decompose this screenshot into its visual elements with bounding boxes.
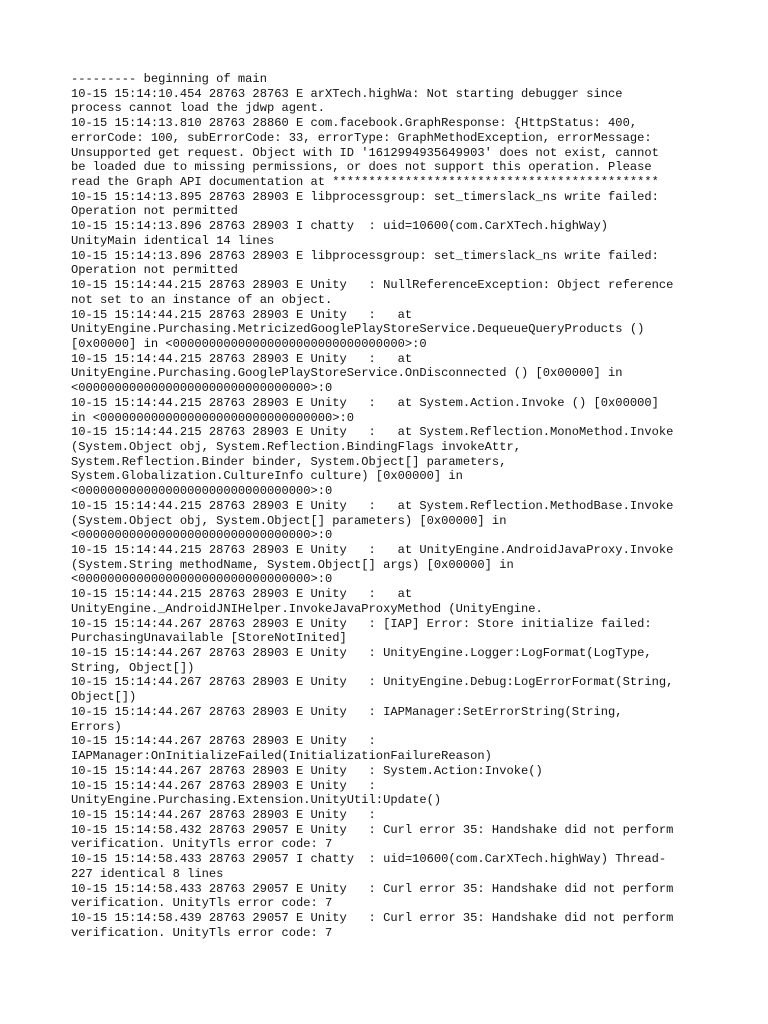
log-line: 227 identical 8 lines bbox=[71, 866, 224, 881]
log-line: IAPManager:OnInitializeFailed(InitializationFailureReason) bbox=[71, 749, 492, 764]
log-line: UnityEngine.Purchasing.Extension.UnityUtil:Update() bbox=[71, 793, 442, 808]
log-line: (System.Object obj, System.Reflection.BindingFlags invokeAttr, bbox=[71, 439, 521, 454]
log-line: <00000000000000000000000000000000>:0 bbox=[71, 528, 333, 543]
log-line: <00000000000000000000000000000000>:0 bbox=[71, 572, 333, 587]
log-line: verification. UnityTls error code: 7 bbox=[71, 896, 333, 911]
log-line: 10-15 15:14:44.267 28763 28903 E Unity : System.Action:Invoke() bbox=[71, 763, 543, 778]
log-line: 10-15 15:14:44.215 28763 28903 E Unity : at bbox=[71, 351, 413, 366]
log-line: 10-15 15:14:44.267 28763 28903 E Unity : UnityEngine.Debug:LogErrorFormat(String, bbox=[71, 675, 674, 690]
log-line: --------- beginning of main bbox=[71, 72, 267, 86]
log-line: Unsupported get request. Object with ID '1612994935649903' does not exist, cannot bbox=[71, 145, 659, 160]
log-line: verification. UnityTls error code: 7 bbox=[71, 925, 333, 940]
log-line: 10-15 15:14:44.267 28763 28903 E Unity : bbox=[71, 734, 376, 749]
log-line: String, Object[]) bbox=[71, 660, 195, 675]
log-line: process cannot load the jdwp agent. bbox=[71, 101, 326, 116]
log-line: <00000000000000000000000000000000>:0 bbox=[71, 484, 333, 499]
log-line: not set to an instance of an object. bbox=[71, 292, 333, 307]
log-line: 10-15 15:14:44.215 28763 28903 E Unity : at System.Reflection.MethodBase.Invoke bbox=[71, 498, 674, 513]
log-line: PurchasingUnavailable [StoreNotInited] bbox=[71, 631, 347, 646]
log-line: 10-15 15:14:44.267 28763 28903 E Unity : UnityEngine.Logger:LogFormat(LogType, bbox=[71, 646, 652, 661]
log-line: 10-15 15:14:58.432 28763 29057 E Unity : Curl error 35: Handshake did not perform bbox=[71, 822, 674, 837]
log-line: 10-15 15:14:10.454 28763 28763 E arXTech.highWa: Not starting debugger since bbox=[71, 86, 623, 101]
log-line: 10-15 15:14:58.433 28763 29057 E Unity : Curl error 35: Handshake did not perform bbox=[71, 881, 674, 896]
log-line: UnityEngine._AndroidJNIHelper.InvokeJavaProxyMethod (UnityEngine. bbox=[71, 601, 543, 616]
log-line: UnityEngine.Purchasing.MetricizedGooglePlayStoreService.DequeueQueryProducts () bbox=[71, 322, 645, 337]
log-line: Errors) bbox=[71, 719, 122, 734]
log-line: 10-15 15:14:44.267 28763 28903 E Unity : IAPManager:SetErrorString(String, bbox=[71, 704, 623, 719]
log-line: 10-15 15:14:44.215 28763 28903 E Unity : at UnityEngine.AndroidJavaProxy.Invoke bbox=[71, 543, 674, 557]
log-line: Object[]) bbox=[71, 690, 137, 705]
log-line: 10-15 15:14:44.215 28763 28903 E Unity : at bbox=[71, 307, 413, 322]
log-line: (System.Object obj, System.Object[] parameters) [0x00000] in bbox=[71, 513, 507, 528]
log-line: System.Reflection.Binder binder, System.Object[] parameters, bbox=[71, 454, 507, 469]
log-line: 10-15 15:14:13.896 28763 28903 E libprocessgroup: set_timerslack_ns write failed: bbox=[71, 248, 659, 263]
log-line: UnityEngine.Purchasing.GooglePlayStoreService.OnDisconnected () [0x00000] in bbox=[71, 366, 623, 381]
log-line: 10-15 15:14:44.267 28763 28903 E Unity : bbox=[71, 807, 376, 822]
log-line: 10-15 15:14:13.896 28763 28903 I chatty : uid=10600(com.CarXTech.highWay) bbox=[71, 219, 609, 234]
log-line: System.Globalization.CultureInfo culture) [0x00000] in bbox=[71, 469, 463, 484]
log-line: 10-15 15:14:44.215 28763 28903 E Unity : at System.Reflection.MonoMethod.Invoke bbox=[71, 425, 674, 440]
log-line: (System.String methodName, System.Object[] args) [0x00000] in bbox=[71, 557, 514, 572]
log-line: 10-15 15:14:13.895 28763 28903 E libprocessgroup: set_timerslack_ns write failed: bbox=[71, 189, 659, 204]
log-line: be loaded due to missing permissions, or does not support this operation. Please bbox=[71, 160, 652, 175]
log-line: Operation not permitted bbox=[71, 204, 238, 219]
log-line: read the Graph API documentation at ********************************************* bbox=[71, 175, 659, 190]
log-line: Operation not permitted bbox=[71, 263, 238, 278]
log-line: verification. UnityTls error code: 7 bbox=[71, 837, 333, 852]
log-line: in <00000000000000000000000000000000>:0 bbox=[71, 410, 355, 425]
log-line: errorCode: 100, subErrorCode: 33, errorType: GraphMethodException, errorMessage: bbox=[71, 130, 652, 145]
log-line: 10-15 15:14:44.267 28763 28903 E Unity : bbox=[71, 778, 376, 793]
logcat-output bbox=[71, 72, 731, 940]
log-line: [0x00000] in <00000000000000000000000000000000>:0 bbox=[71, 336, 427, 351]
log-line: 10-15 15:14:44.215 28763 28903 E Unity : at bbox=[71, 587, 413, 602]
log-line: UnityMain identical 14 lines bbox=[71, 233, 275, 248]
log-line: 10-15 15:14:58.433 28763 29057 I chatty : uid=10600(com.CarXTech.highWay) Thread- bbox=[71, 852, 667, 867]
log-line: 10-15 15:14:58.439 28763 29057 E Unity : Curl error 35: Handshake did not perform bbox=[71, 910, 674, 925]
log-line: 10-15 15:14:44.215 28763 28903 E Unity : at System.Action.Invoke () [0x00000] bbox=[71, 395, 659, 410]
log-line: 10-15 15:14:44.215 28763 28903 E Unity : NullReferenceException: Object reference bbox=[71, 278, 674, 293]
log-line: <00000000000000000000000000000000>:0 bbox=[71, 381, 333, 396]
log-line: 10-15 15:14:44.267 28763 28903 E Unity : [IAP] Error: Store initialize failed: bbox=[71, 616, 652, 631]
log-line: 10-15 15:14:13.810 28763 28860 E com.facebook.GraphResponse: {HttpStatus: 400, bbox=[71, 116, 638, 131]
